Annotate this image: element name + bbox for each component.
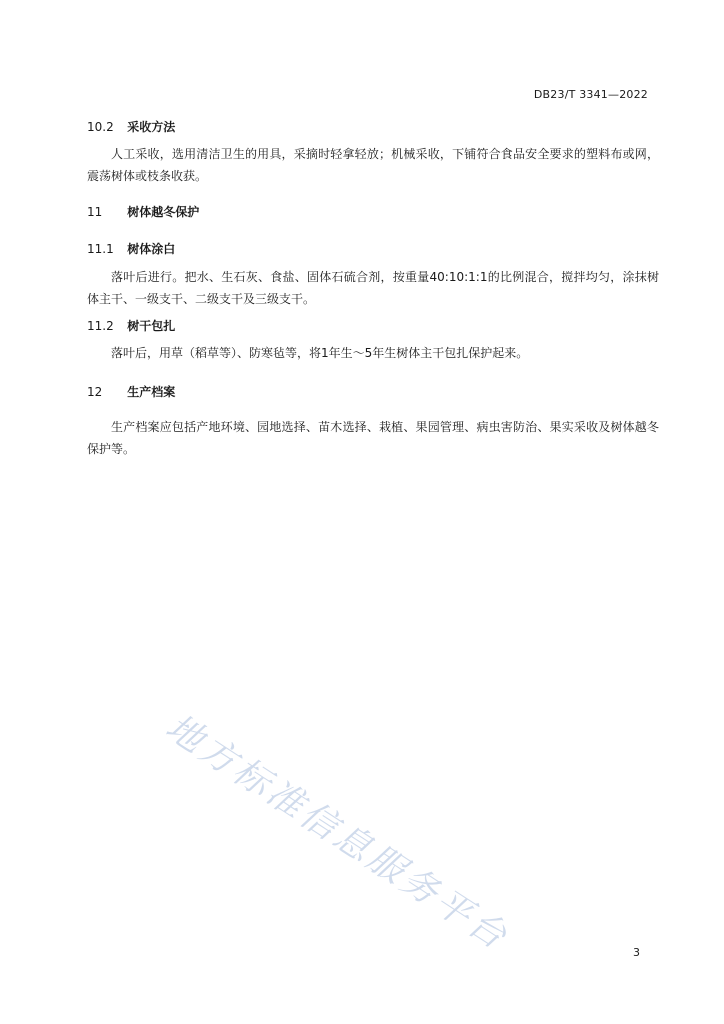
page-number: 3 — [633, 946, 640, 959]
document-code: DB23/T 3341—2022 — [533, 88, 648, 101]
section-number: 11.1 — [87, 242, 114, 256]
section-paragraph-11-1: 落叶后进行。把水、生石灰、食盐、固体石硫合剂，按重量40:10:1:1的比例混合，搅拌均匀，涂抹树体主干、一级支干、二级支干及三级支干。 — [87, 270, 659, 306]
section-number: 12 — [87, 385, 103, 399]
section-heading-11 — [87, 203, 199, 220]
section-title: 生产档案 — [127, 385, 176, 399]
section-title: 树干包扎 — [127, 319, 176, 333]
section-number: 10.2 — [87, 120, 114, 134]
section-number: 11.2 — [87, 319, 114, 333]
section-paragraph-11-2: 落叶后，用草（稻草等）、防寒毡等，将1年生～5年生树体主干包扎保护起来。 — [111, 346, 529, 360]
section-number: 11 — [87, 205, 103, 219]
section-heading-11-1 — [87, 240, 175, 257]
section-title: 树体涂白 — [127, 242, 176, 256]
section-paragraph-12: 生产档案应包括产地环境、园地选择、苗木选择、栽植、果园管理、病虫害防治、果实采收及树体越冬保护等。 — [87, 420, 659, 456]
section-heading-10-2 — [87, 118, 175, 135]
section-title: 采收方法 — [127, 120, 176, 134]
section-paragraph-10-2: 人工采收，选用清洁卫生的用具，采摘时轻拿轻放；机械采收，下铺符合食品安全要求的塑料布或网，震荡树体或枝条收获。 — [87, 147, 659, 183]
section-title: 树体越冬保护 — [127, 205, 200, 219]
section-heading-12 — [87, 383, 175, 400]
watermark: 地方标准信息服务平台 — [158, 706, 517, 959]
section-heading-11-2 — [87, 317, 175, 334]
